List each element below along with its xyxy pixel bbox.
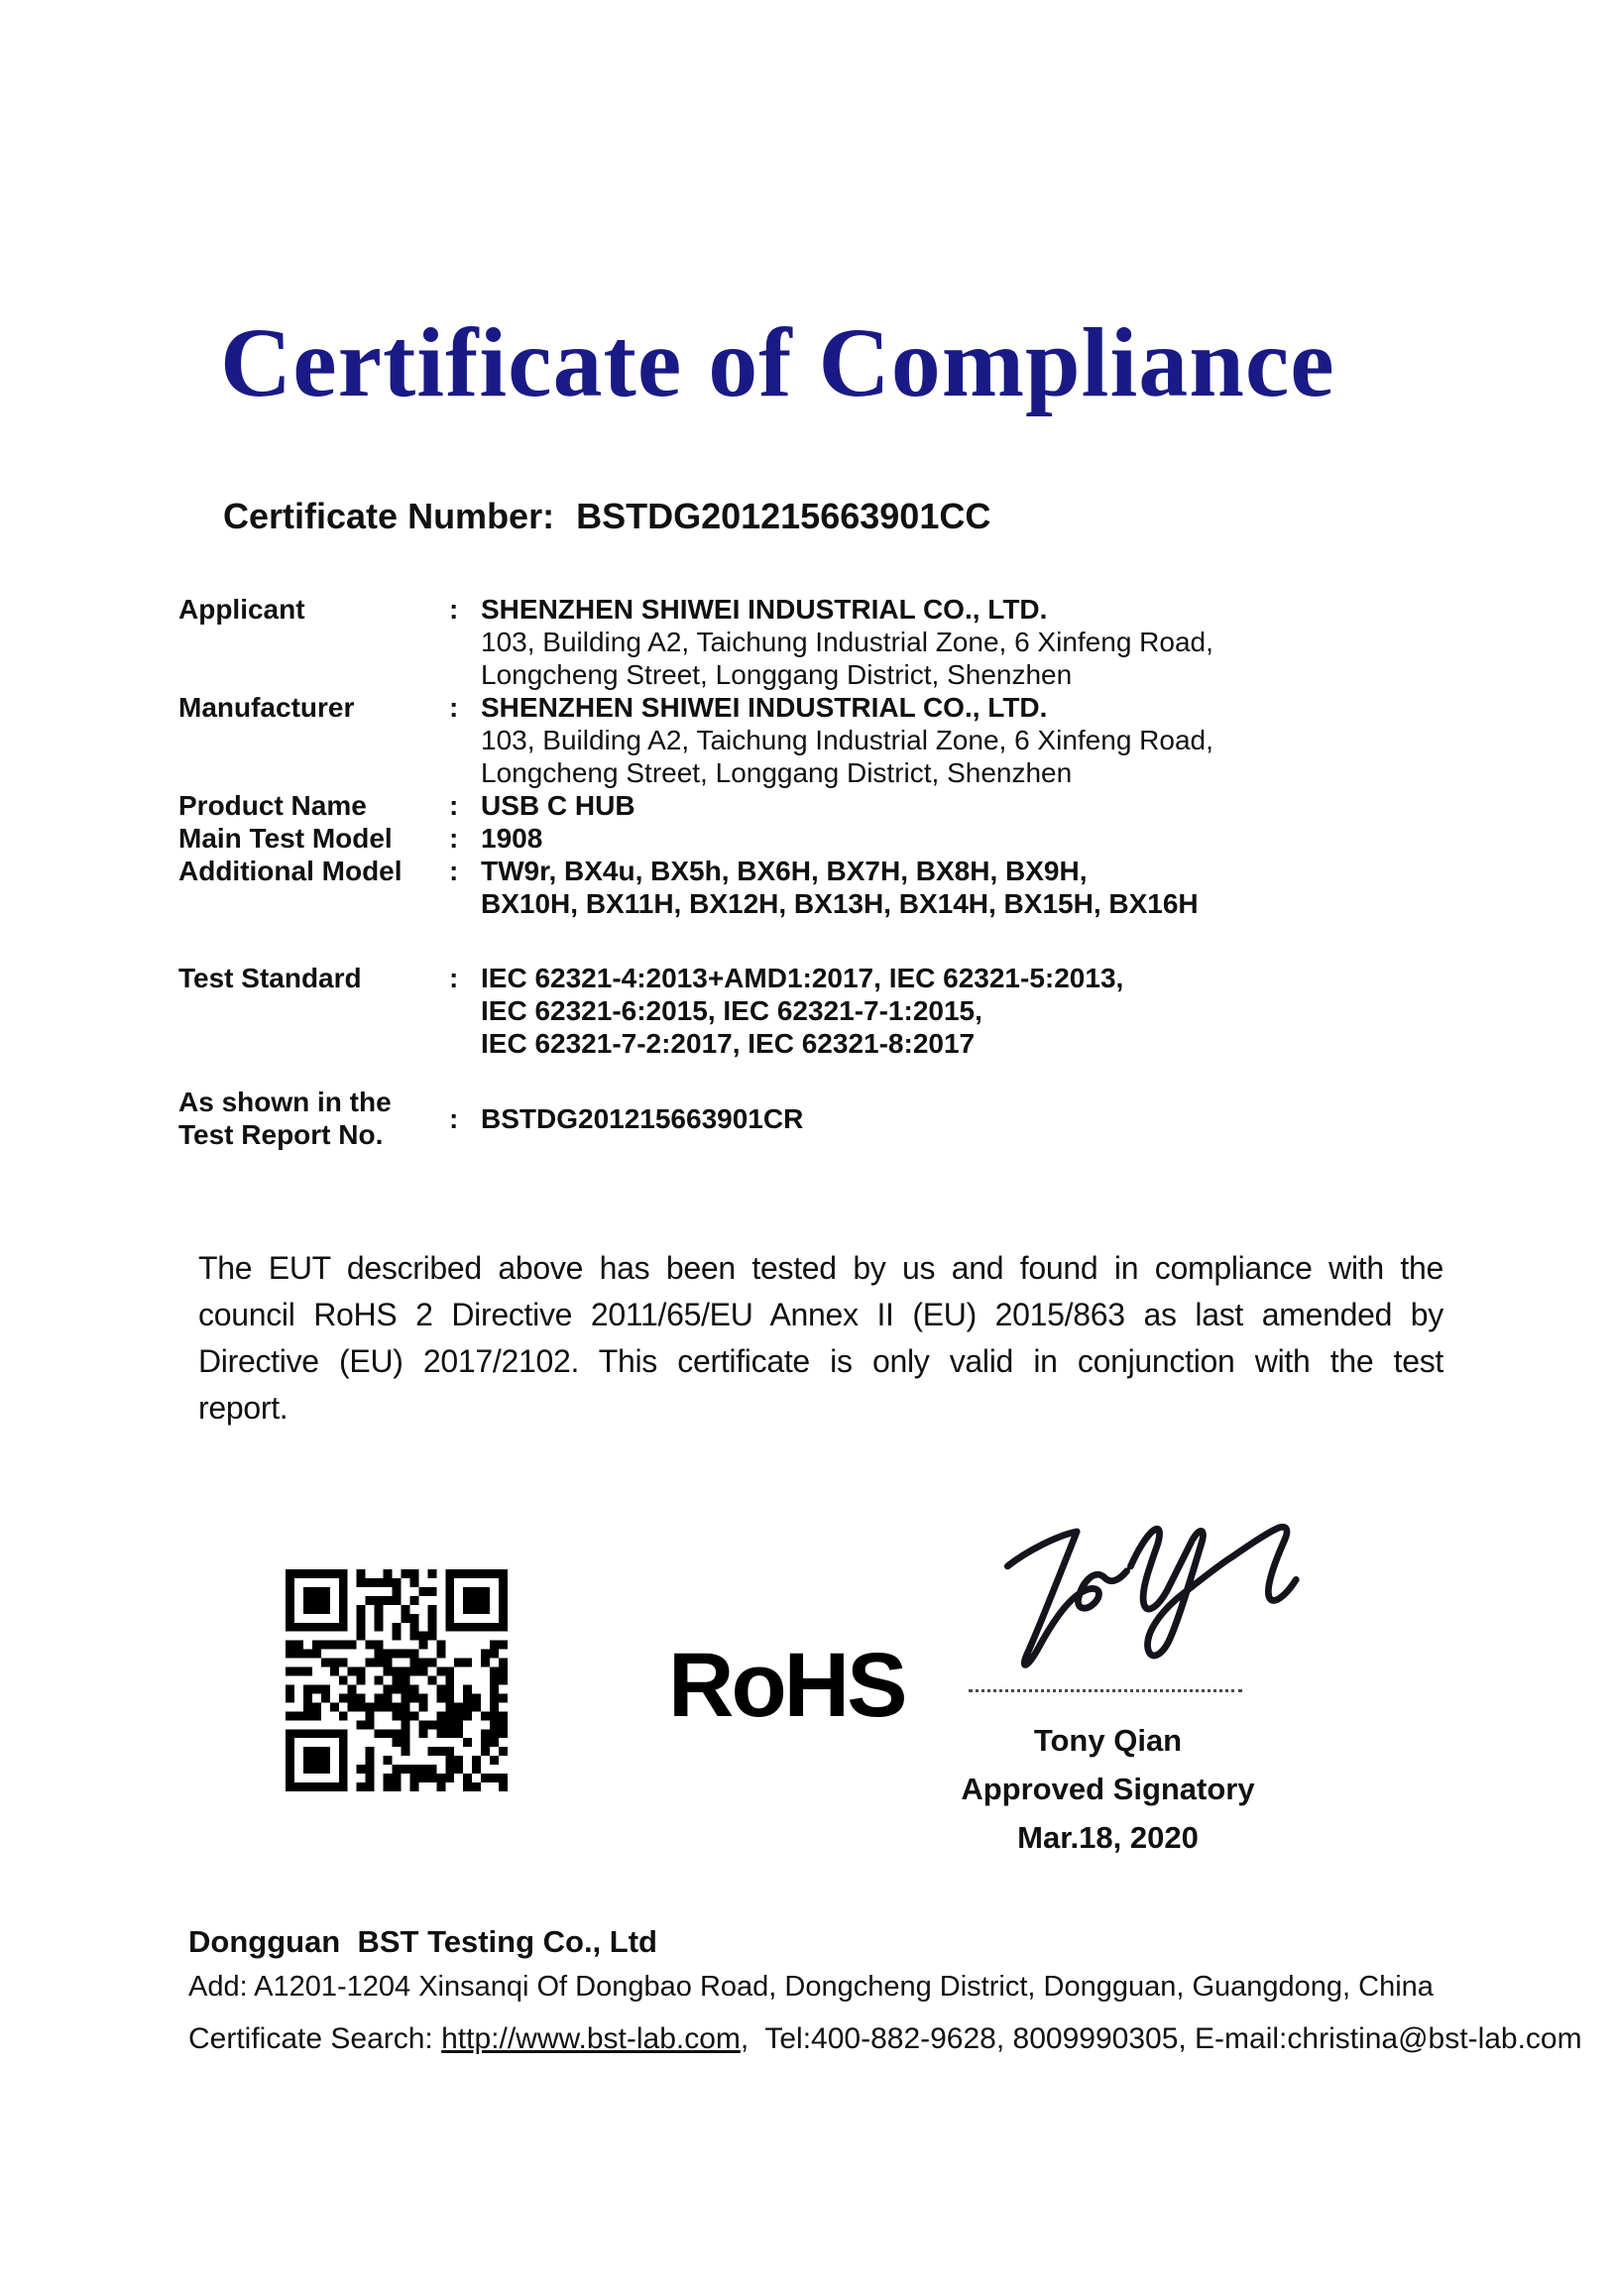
issuer-company-name: Dongguan BST Testing Co., Ltd — [188, 1924, 657, 1959]
field-row-product-name — [178, 789, 1467, 822]
signature-image — [986, 1505, 1304, 1681]
rohs-logo: RoHS — [668, 1635, 905, 1736]
manufacturer-value — [481, 691, 1467, 789]
signatory-name: Tony Qian — [1033, 1723, 1183, 1758]
additional-model-value — [481, 855, 1467, 920]
field-row-test-report — [178, 1086, 1467, 1151]
certificate-number-label: Certificate Number: — [223, 496, 555, 536]
applicant-label: Applicant — [178, 594, 305, 625]
field-row-additional-model — [178, 855, 1467, 920]
applicant-address-line2: Longcheng Street, Longgang District, Shenzhen — [481, 659, 1073, 690]
product-name-value: USB C HUB — [481, 790, 635, 821]
compliance-statement — [198, 1245, 1443, 1432]
manufacturer-address-line2: Longcheng Street, Longgang District, Shenzhen — [481, 757, 1073, 788]
test-standard-line2: IEC 62321-6:2015, IEC 62321-7-1:2015, — [481, 995, 982, 1026]
page-title: Certificate of Compliance — [220, 307, 1335, 417]
product-name-label: Product Name — [178, 790, 367, 821]
additional-model-line2: BX10H, BX11H, BX12H, BX13H, BX14H, BX15H, BX16H — [481, 888, 1199, 919]
test-report-valwrap — [449, 1086, 803, 1151]
signatory-title: Approved Signatory — [961, 1772, 1255, 1806]
signature-date: Mar.18, 2020 — [1017, 1820, 1199, 1855]
statement-line: The EUT described above has been tested by us and found in compliance with the — [198, 1250, 1443, 1286]
issuer-contact-info: , Tel:400-882-9628, 8009990305, E-mail:christina@bst-lab.com — [740, 2022, 1582, 2055]
colon-separator: : — [449, 963, 459, 993]
manufacturer-address-line1: 103, Building A2, Taichung Industrial Zone, 6 Xinfeng Road, — [481, 725, 1213, 755]
test-report-label-line1: As shown in the — [178, 1087, 392, 1117]
certificate-number-value: BSTDG201215663901CC — [576, 496, 991, 536]
field-row-applicant — [178, 593, 1467, 691]
qr-code — [286, 1569, 508, 1791]
additional-model-label: Additional Model — [178, 856, 403, 886]
test-standard-line1: IEC 62321-4:2013+AMD1:2017, IEC 62321-5:2013, — [481, 963, 1124, 993]
applicant-value — [481, 593, 1467, 691]
statement-line: report. — [198, 1390, 288, 1426]
test-report-label — [178, 1086, 449, 1151]
manufacturer-label: Manufacturer — [178, 692, 355, 723]
field-row-manufacturer — [178, 691, 1467, 789]
applicant-address-line1: 103, Building A2, Taichung Industrial Zone, 6 Xinfeng Road, — [481, 627, 1213, 657]
main-test-model-label: Main Test Model — [178, 823, 393, 854]
statement-line: council RoHS 2 Directive 2011/65/EU Annex II (EU) 2015/863 as last amended by — [198, 1297, 1443, 1332]
statement-line: Directive (EU) 2017/2102. This certificate is only valid in conjunction with the test — [198, 1343, 1443, 1379]
main-test-model-value: 1908 — [481, 823, 543, 854]
applicant-name: SHENZHEN SHIWEI INDUSTRIAL CO., LTD. — [481, 594, 1048, 625]
test-report-value: BSTDG201215663901CR — [481, 1102, 804, 1134]
field-row-main-test-model — [178, 822, 1467, 855]
certificate-search-link[interactable]: http://www.bst-lab.com — [441, 2022, 741, 2055]
colon-separator: : — [449, 823, 459, 854]
test-standard-value — [481, 962, 1467, 1060]
test-standard-label: Test Standard — [178, 963, 362, 993]
colon-separator: : — [449, 1102, 459, 1134]
signature-dotted-line — [969, 1689, 1242, 1692]
certificate-search-line — [188, 2022, 1582, 2056]
certificate-number-line — [223, 496, 990, 537]
manufacturer-name: SHENZHEN SHIWEI INDUSTRIAL CO., LTD. — [481, 692, 1048, 723]
colon-separator: : — [449, 594, 459, 625]
certificate-fields — [178, 593, 1467, 1151]
issuer-address: Add: A1201-1204 Xinsanqi Of Dongbao Road, Dongcheng District, Dongguan, Guangdong, China — [188, 1971, 1434, 2003]
colon-separator: : — [449, 856, 459, 886]
signatory-block — [952, 1716, 1264, 1862]
colon-separator: : — [449, 692, 459, 723]
certificate-search-label: Certificate Search: — [188, 2022, 442, 2055]
additional-model-line1: TW9r, BX4u, BX5h, BX6H, BX7H, BX8H, BX9H, — [481, 856, 1088, 886]
test-standard-line3: IEC 62321-7-2:2017, IEC 62321-8:2017 — [481, 1028, 976, 1059]
field-row-test-standard — [178, 962, 1467, 1060]
colon-separator: : — [449, 790, 459, 821]
test-report-label-line2: Test Report No. — [178, 1119, 384, 1150]
